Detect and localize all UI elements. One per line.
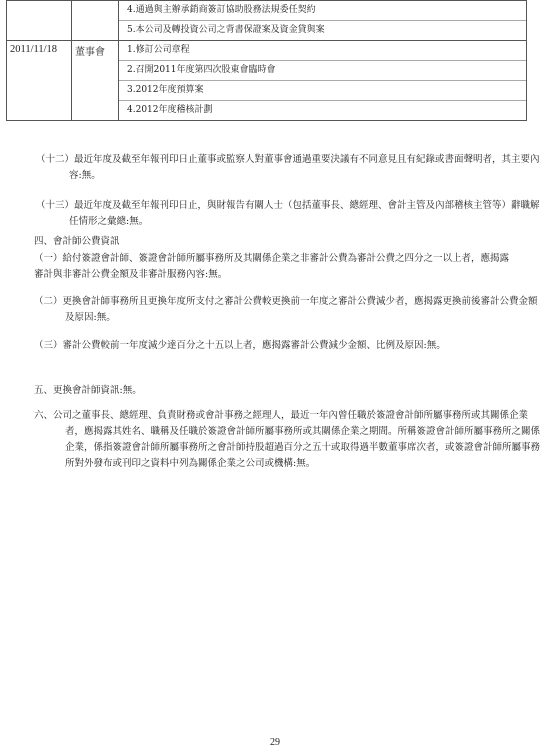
resolutions-cell: [119, 41, 527, 121]
section-6: 六、公司之董事長、總經理、負責財務或會計事務之經理人，最近一年內曾任職於簽證會計師所屬事務所或其關係企業者，應揭露其姓名、職稱及任職於簽證會計師所屬事務所或其關係企業之期間。所稱簽證會計師所屬事務所之關係企業，係指簽證會計師所屬事務所之會計師持股超過百分之五十或取得過半數董事席次者，或簽證會計師所屬事務所對外發布或刊印之資料中列為關係企業之公司或機構:無。: [34, 410, 541, 469]
section-4-item-2: （二）更換會計師事務所且更換年度所支付之審計公費較更換前一年度之審計公費減少者，應揭露更換前後審計公費金額及原因:無。: [34, 296, 538, 323]
section-4-item-1: （一）給付簽證會計師、簽證會計師所屬事務所及其關係企業之非審計公費為審計公費之四分之一以上者，應揭露審計與非審計公費金額及非審計服務內容:無。: [34, 253, 510, 280]
date-cell: 2011/11/18: [7, 41, 72, 121]
table-row: [7, 41, 527, 121]
table-row: [7, 1, 527, 41]
resolution-item: 4.2012年度稽核計劃: [127, 105, 213, 115]
board-resolutions-table: [6, 0, 527, 121]
resolutions-cell: [119, 1, 527, 41]
section-4-heading: 四、會計師公費資訊: [34, 236, 120, 247]
resolution-item: 4.通過與主辦承銷商簽訂協助股務法規委任契約: [119, 1, 526, 21]
date-cell: [7, 1, 72, 41]
paragraph-13: （十三）最近年度及截至年報刊印日止，與財報告有關人士（包括董事長、總經理、會計主管及內部稽核主管等）辭職解任情形之彙總:無。: [36, 200, 540, 227]
resolution-item: 5.本公司及轉投資公司之背書保證案及資金貸與案: [127, 25, 325, 35]
paragraph-12: （十二）最近年度及截至年報刊印日止董事或監察人對董事會通過重要決議有不同意見且有紀錄或書面聲明者，其主要內容:無。: [36, 154, 540, 181]
resolution-item: 1.修訂公司章程: [119, 41, 526, 61]
meeting-body-cell: [72, 1, 119, 41]
section-4-item-3: （三）審計公費較前一年度減少達百分之十五以上者，應揭露審計公費減少金額、比例及原因:無。: [34, 340, 446, 351]
resolution-item: 3.2012年度預算案: [119, 81, 526, 101]
section-5: 五、更換會計師資訊:無。: [34, 385, 142, 396]
resolution-item: 2.召開2011年度第四次股東會臨時會: [119, 61, 526, 81]
page-number: 29: [270, 737, 280, 748]
meeting-body-cell: 董事會: [72, 41, 119, 121]
